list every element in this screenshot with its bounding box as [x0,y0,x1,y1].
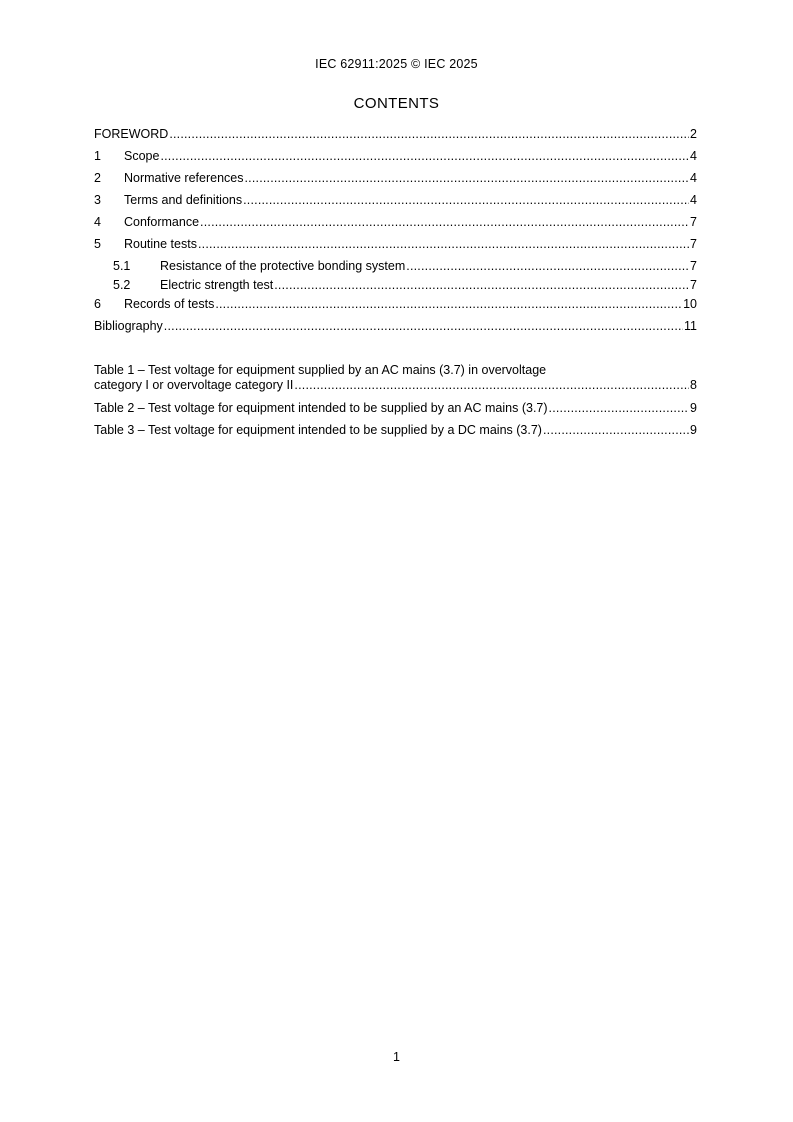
toc-leader-dots [274,278,689,293]
toc-table-page: 9 [690,401,697,415]
document-header: IEC 62911:2025 © IEC 2025 [315,57,478,71]
toc-entry-label: Terms and definitions [124,193,243,207]
toc-entry-page: 7 [690,278,697,292]
toc-entry-protective-bonding[interactable] [94,259,697,274]
toc-entry-number: 6 [94,297,101,311]
toc-entry-page: 7 [690,237,697,251]
toc-leader-dots [245,171,690,186]
toc-leader-dots [200,215,689,230]
toc-entry-label: Records of tests [124,297,215,311]
toc-entry-terms-and-definitions[interactable] [94,193,697,208]
toc-table-label: Table 2 – Test voltage for equipment intended to be supplied by an AC mains (3.7) [94,401,548,415]
toc-entry-label: FOREWORD [94,127,169,141]
toc-entry-number: 5 [94,237,101,251]
toc-leader-dots [215,297,682,312]
toc-entry-label: Scope [124,149,160,163]
toc-leader-dots [543,423,689,438]
toc-entry-label: Electric strength test [160,278,274,292]
toc-table-page: 9 [690,423,697,437]
toc-entry-page: 2 [690,127,697,141]
toc-entry-page: 4 [690,149,697,163]
toc-entry-records-of-tests[interactable] [94,297,697,312]
toc-entry-normative-references[interactable] [94,171,697,186]
toc-table-line2 [94,378,697,393]
toc-entry-bibliography[interactable] [94,319,697,334]
toc-entry-label: Conformance [124,215,200,229]
toc-entry-conformance[interactable] [94,215,697,230]
toc-leader-dots [406,259,689,274]
toc-leader-dots [160,149,689,164]
toc-table-2[interactable] [94,401,697,416]
page-number: 1 [393,1050,400,1064]
toc-leader-dots [198,237,689,252]
toc-entry-page: 7 [690,215,697,229]
toc-entry-foreword[interactable] [94,127,697,142]
toc-entry-label: Bibliography [94,319,163,333]
toc-leader-dots [243,193,689,208]
toc-entry-number: 3 [94,193,101,207]
toc-entry-page: 10 [683,297,697,311]
toc-entry-number: 4 [94,215,101,229]
toc-leader-dots [169,127,689,142]
toc-entry-label: Routine tests [124,237,197,251]
toc-entry-number: 1 [94,149,101,163]
toc-table-3[interactable] [94,423,697,438]
toc-entry-page: 7 [690,259,697,273]
toc-table-label-line1: Table 1 – Test voltage for equipment supplied by an AC mains (3.7) in overvoltage [94,363,547,377]
toc-leader-dots [294,378,689,393]
toc-entry-label: Normative references [124,171,244,185]
toc-entry-label: Resistance of the protective bonding system [160,259,406,273]
toc-table-label-line2: category I or overvoltage category II [94,378,294,392]
toc-table-1[interactable] [94,363,697,393]
toc-entry-number: 5.2 [113,278,131,292]
toc-entry-page: 4 [690,171,697,185]
page-title: CONTENTS [353,95,440,112]
toc-entry-scope[interactable] [94,149,697,164]
toc-entry-page: 4 [690,193,697,207]
toc-entry-page: 11 [684,319,697,333]
toc-entry-routine-tests[interactable] [94,237,697,252]
toc-table-page: 8 [690,378,697,392]
toc-entry-number: 2 [94,171,101,185]
toc-leader-dots [549,401,690,416]
toc-leader-dots [164,319,683,334]
toc-table-label: Table 3 – Test voltage for equipment intended to be supplied by a DC mains (3.7) [94,423,542,437]
toc-entry-electric-strength-test[interactable] [94,278,697,293]
toc-entry-number: 5.1 [113,259,131,273]
